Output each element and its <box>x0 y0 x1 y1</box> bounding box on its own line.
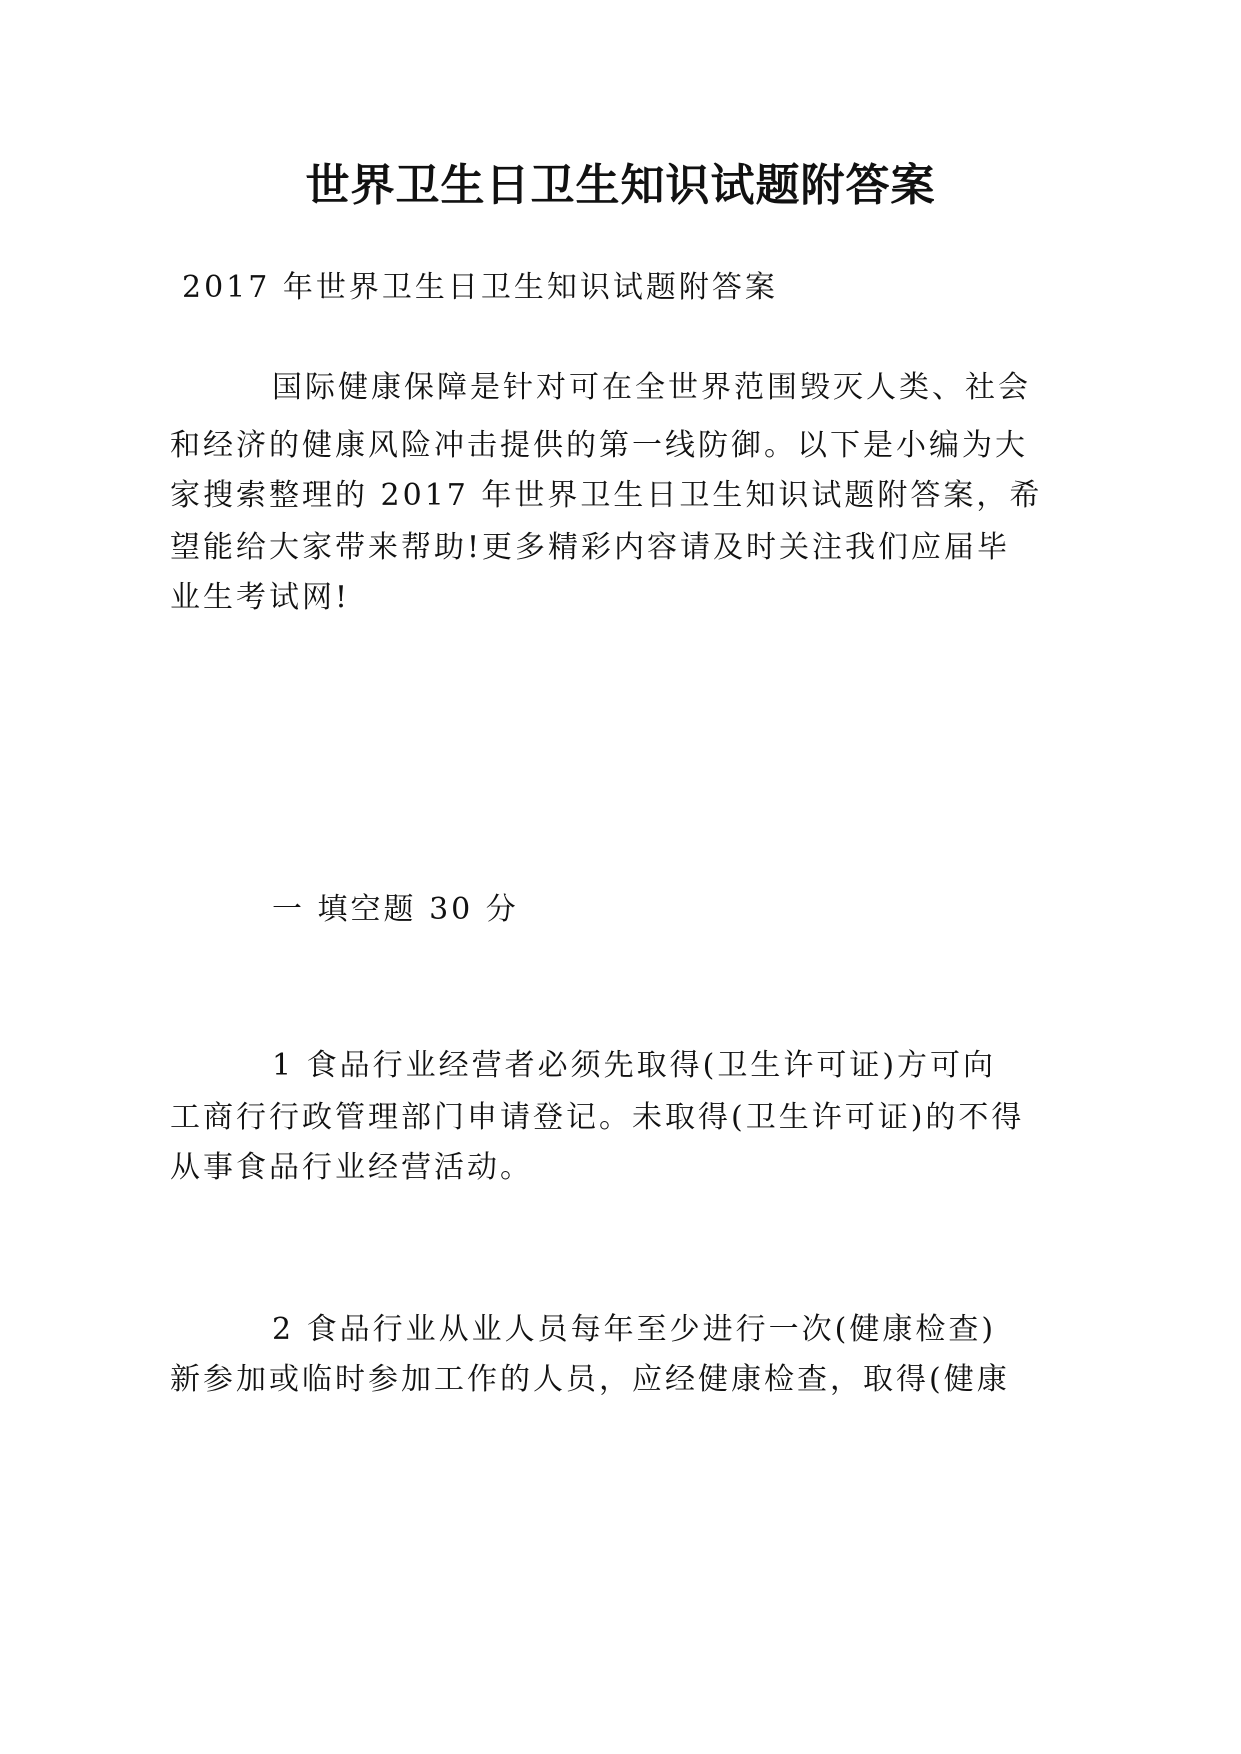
question-2-line: 新参加或临时参加工作的人员，应经健康检查，取得(健康 <box>170 1362 1010 1397</box>
subtitle: 2017 年世界卫生日卫生知识试题附答案 <box>182 270 778 305</box>
intro-line: 和经济的健康风险冲击提供的第一线防御。以下是小编为大 <box>170 428 1028 463</box>
question-1-line: 从事食品行业经营活动。 <box>170 1150 533 1185</box>
intro-line: 家搜索整理的 2017 年世界卫生日卫生知识试题附答案，希 <box>170 478 1043 513</box>
section-heading: 一 填空题 30 分 <box>272 892 519 927</box>
intro-line: 业生考试网! <box>170 580 351 615</box>
question-1-line: 1 食品行业经营者必须先取得(卫生许可证)方可向 <box>272 1048 997 1083</box>
document-title: 世界卫生日卫生知识试题附答案 <box>305 160 936 211</box>
question-2-line: 2 食品行业从业人员每年至少进行一次(健康检查) <box>272 1312 997 1347</box>
intro-line: 望能给大家带来帮助!更多精彩内容请及时关注我们应届毕 <box>170 530 1011 565</box>
question-1-line: 工商行行政管理部门申请登记。未取得(卫生许可证)的不得 <box>170 1100 1025 1135</box>
intro-line: 国际健康保障是针对可在全世界范围毁灭人类、社会 <box>272 370 1031 405</box>
